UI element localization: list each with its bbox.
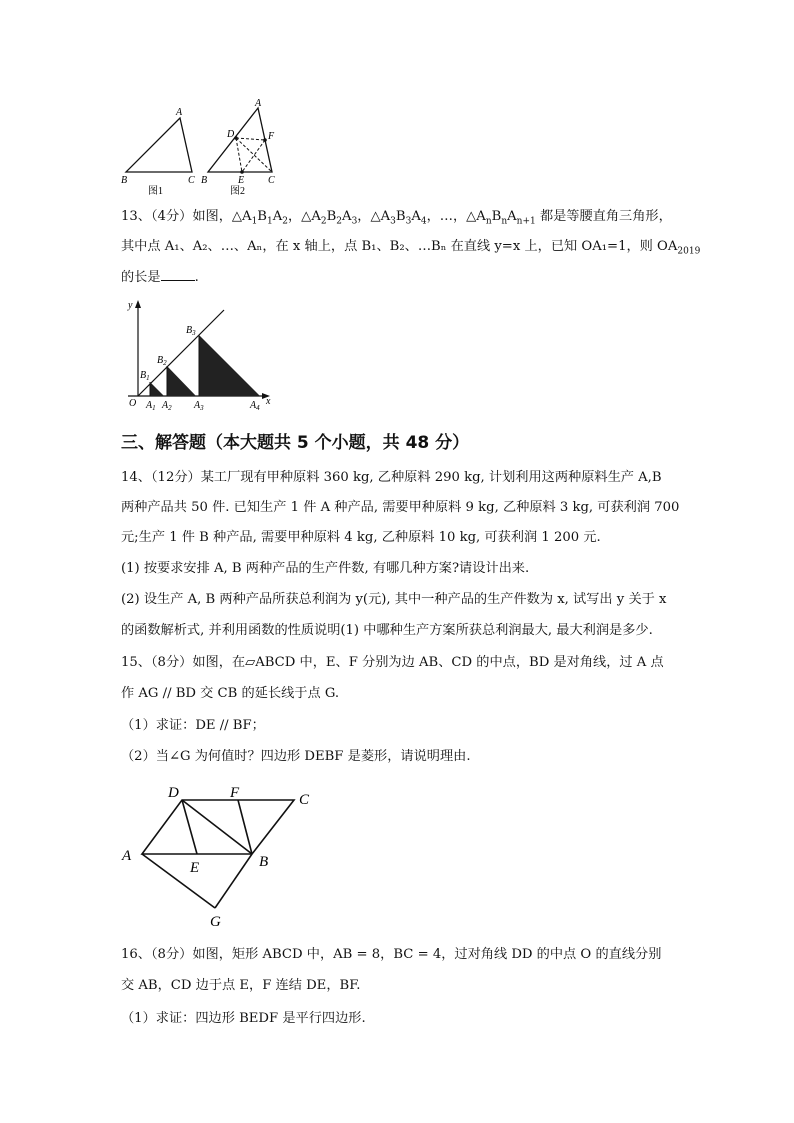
fig2-dashed-fe: [242, 140, 265, 172]
fig2-label-b: B: [201, 175, 208, 186]
label-x: x: [266, 396, 271, 407]
fig1-label-a: A: [176, 107, 183, 118]
diagonal-bd: [182, 800, 252, 854]
label-c: C: [299, 792, 310, 808]
label-b1: $B_1$: [140, 370, 150, 382]
label-a2: $A_2$: [162, 400, 172, 412]
fig1-label-b: B: [121, 175, 128, 186]
fig2-dashed-df: [236, 138, 265, 140]
label-b3: $B_3$: [186, 325, 196, 337]
q13-l1-pre: 13、（4分）如图，△A: [121, 209, 252, 224]
q15-line-3: （1）求证：DE // BF；: [121, 718, 265, 733]
label-a3: $A_3$: [194, 400, 204, 412]
fig2-label-c: C: [268, 175, 275, 186]
label-e: E: [190, 860, 200, 876]
q14-line-1: 14、（12分）某工厂现有甲种原料 360 kg, 乙种原料 290 kg, 计划利用这两种原料生产 A,B: [121, 470, 662, 485]
figure-1: [118, 100, 198, 198]
q14-line-5: (2) 设生产 A, B 两种产品所获总利润为 y(元), 其中一种产品的生产件数为 x, 试写出 y 关于 x: [121, 592, 667, 607]
q13-l3: 的长是: [121, 270, 161, 285]
label-f: F: [230, 785, 240, 801]
fig2-caption: 图2: [230, 186, 245, 197]
fig2-label-e: E: [238, 175, 245, 186]
q13-line-3: [121, 268, 199, 287]
label-o: O: [129, 398, 137, 409]
q13-line-2: [121, 238, 700, 261]
fig2-point-f: [263, 138, 267, 142]
label-g: G: [210, 914, 221, 930]
y-axis-arrow: [135, 300, 141, 308]
label-a4: $A_4$: [250, 400, 260, 412]
q14-line-4: (1) 按要求安排 A, B 两种产品的生产件数, 有哪几种方案?请设计出来.: [121, 561, 530, 576]
section-3-title: 三、解答题（本大题共 5 个小题，共 48 分）: [121, 433, 470, 453]
segment-bg: [215, 854, 252, 908]
q15-line-1: 15、（8分）如图，在▱ABCD 中，E、F 分别为边 AB、CD 的中点，BD 是对角线，过 A 点: [121, 655, 664, 670]
fig2-label-d: D: [227, 129, 235, 140]
q14-line-6: 的函数解析式, 并利用函数的性质说明(1) 中哪种生产方案所获总利润最大, 最大利润是多少.: [121, 623, 653, 638]
label-b: B: [259, 854, 269, 870]
fig1-caption: 图1: [148, 186, 163, 197]
q13-l2-sub: 2019: [677, 246, 701, 257]
q13-line-1: 13、（4分）如图，$\triangle A_1B_1A_2$，$\triangle A_2B_2A_3$，$\triangle A_3B_3A_4$，…，$\triangle A_nB_nA_{n+1}$ 都是等腰直角三角形，: [121, 209, 672, 227]
label-b2: $B_2$: [157, 355, 167, 367]
figure-2: [198, 100, 288, 198]
fig2-dashed-dc: [236, 138, 272, 172]
figure-15: [118, 780, 328, 930]
fig1-label-c: C: [188, 175, 195, 186]
q13-l2: 其中点 A₁、A₂、…、Aₙ，在 x 轴上，点 B₁、B₂、…Bₙ 在直线 y=x 上，已知 OA₁=1，则 OA: [121, 239, 678, 254]
segment-ag: [142, 854, 215, 908]
triangle-3: [199, 335, 260, 396]
q15-line-4: （2）当∠G 为何值时？四边形 DEBF 是菱形，请说明理由.: [121, 749, 471, 764]
q16-line-1: 16、（8分）如图，矩形 ABCD 中，AB = 8，BC = 4，过对角线 DD 的中点 O 的直线分别: [121, 947, 662, 962]
fig2-label-f: F: [268, 131, 275, 142]
q14-line-2: 两种产品共 50 件. 已知生产 1 件 A 种产品, 需要甲种原料 9 kg, 乙种原料 3 kg, 可获利润 700: [121, 500, 680, 515]
fig2-point-e: [240, 170, 244, 174]
label-a: A: [122, 848, 132, 864]
q13-l3-end: .: [194, 270, 199, 285]
fig1-triangle: [126, 118, 192, 172]
q14-line-3: 元;生产 1 件 B 种产品, 需要甲种原料 4 kg, 乙种原料 10 kg, 可获利润 1 200 元.: [121, 530, 601, 545]
fig2-point-d: [234, 136, 238, 140]
label-d: D: [168, 785, 179, 801]
q16-line-2: 交 AB，CD 边于点 E，F 连结 DE，BF.: [121, 978, 361, 993]
figure-13: [118, 296, 278, 412]
segment-bf: [238, 800, 252, 854]
q13-l1-post: 都是等腰直角三角形，: [539, 209, 672, 224]
q16-line-3: （1）求证：四边形 BEDF 是平行四边形.: [121, 1011, 366, 1026]
fig2-label-a: A: [255, 98, 262, 109]
answer-blank[interactable]: [161, 268, 195, 281]
q15-line-2: 作 AG // BD 交 CB 的延长线于点 G.: [121, 686, 340, 701]
triangle-1: [150, 382, 164, 396]
label-a1: $A_1$: [146, 400, 156, 412]
label-y: y: [128, 300, 133, 311]
segment-de: [182, 800, 197, 854]
triangle-2: [167, 366, 196, 396]
